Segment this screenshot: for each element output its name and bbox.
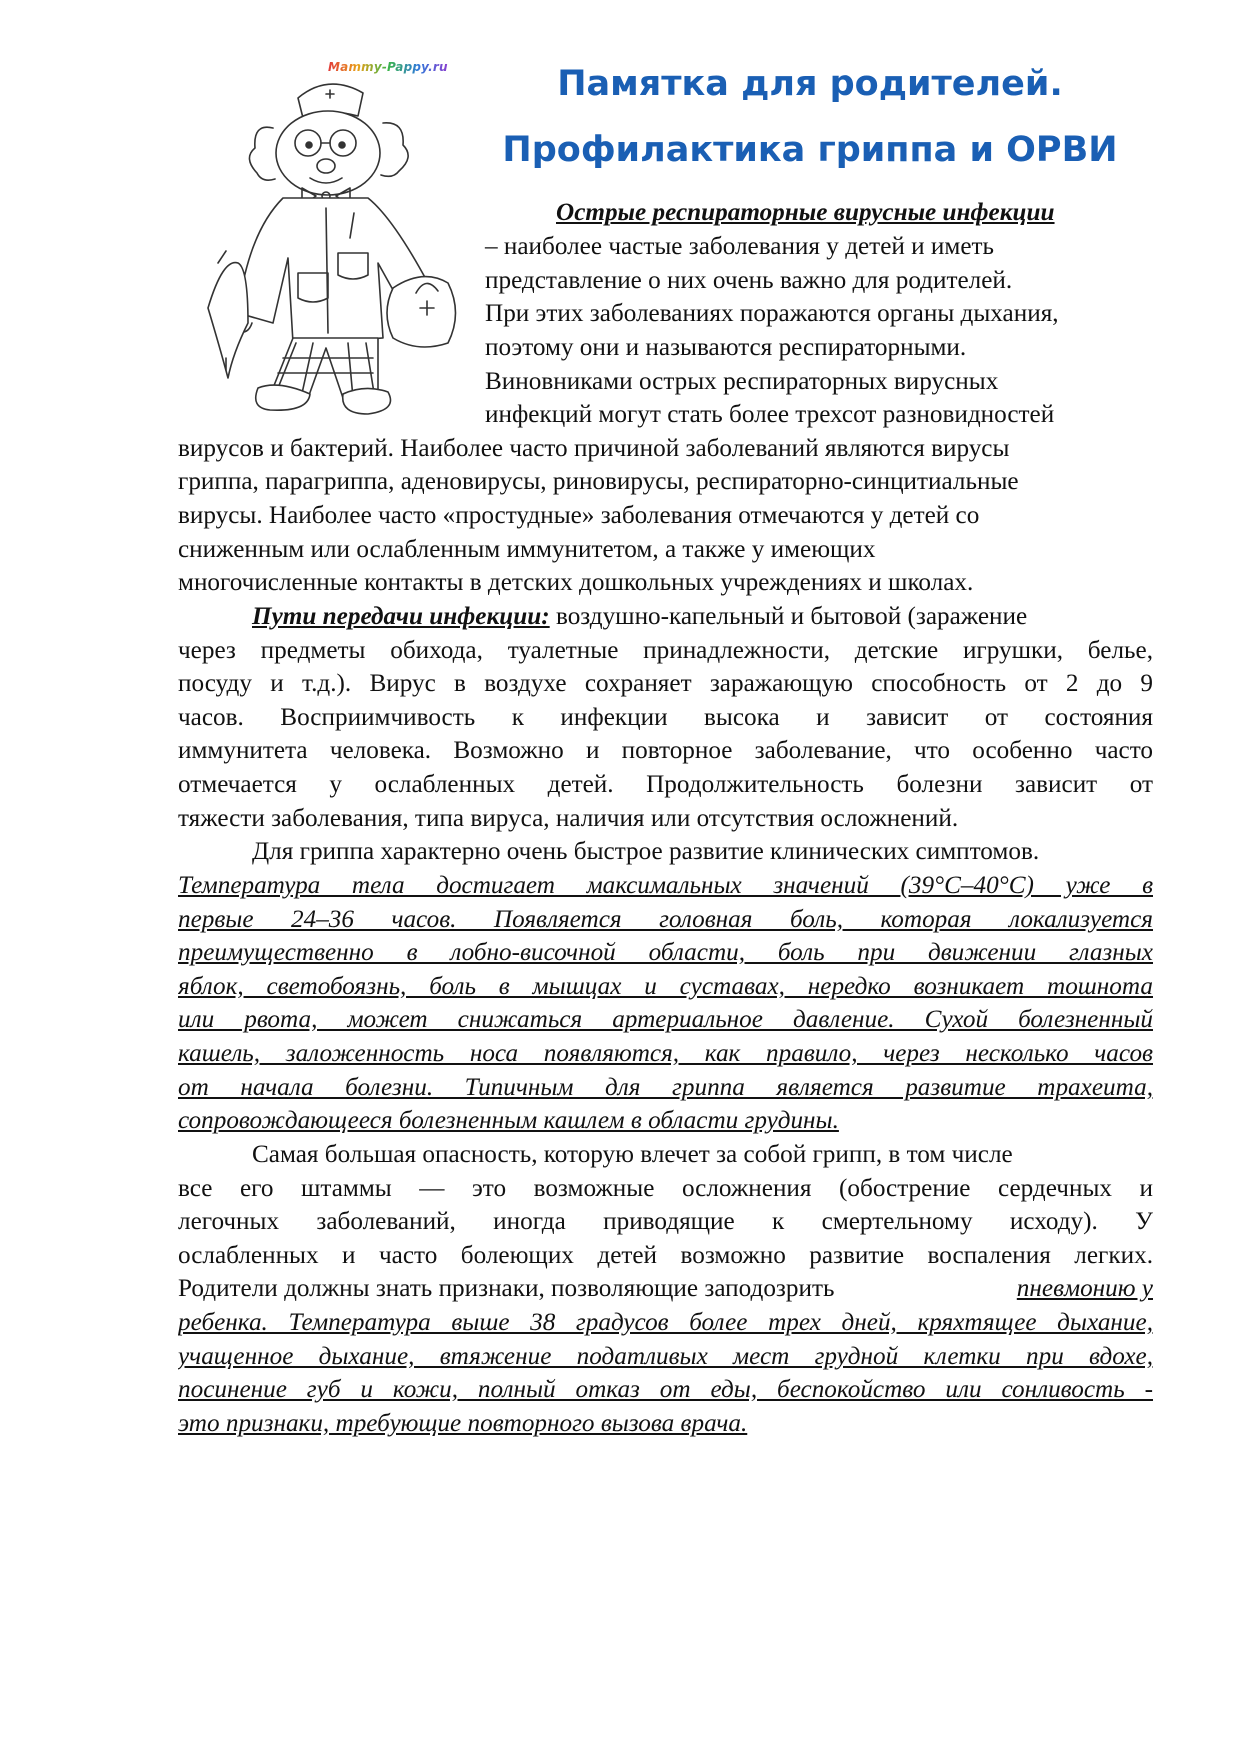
site-logo: Mammy-Pappy.ru <box>328 60 478 74</box>
p4-emph-line: учащенное дыхание, втяжение податливых мест грудной клетки при вдохе, <box>178 1343 1153 1370</box>
p3-emph-line: кашель, заложенность носа появляются, как правило, через несколько часов <box>178 1040 1153 1067</box>
p1-line: гриппа, парагриппа, аденовирусы, риновирусы, респираторно-синцитиальные <box>178 468 1019 495</box>
p2-line: иммунитета человека. Возможно и повторное заболевание, что особенно часто <box>178 737 1153 764</box>
p4-line: Самая большая опасность, которую влечет за собой грипп, в том числе <box>252 1141 1013 1168</box>
p2-first-rest: воздушно-капельный и бытовой (заражение <box>549 603 1028 630</box>
p2-line: часов. Восприимчивость к инфекции высока и зависит от состояния <box>178 704 1153 731</box>
p4-emph-line: посинение губ и кожи, полный отказ от еды, беспокойство или сонливость - <box>178 1376 1153 1403</box>
p2-line: отмечается у ослабленных детей. Продолжительность болезни зависит от <box>178 771 1153 798</box>
p1-line: сниженным или ослабленным иммунитетом, а также у имеющих <box>178 536 876 563</box>
p1-line: – наиболее частые заболевания у детей и иметь <box>485 233 995 260</box>
p4-line: легочных заболеваний, иногда приводящие к смертельному исходу). У <box>178 1208 1153 1235</box>
p3-emph-line: яблок, светобоязнь, боль в мышцах и суставах, нередко возникает тошнота <box>178 973 1153 1000</box>
doctor-drawing <box>178 58 473 418</box>
p1-line: поэтому они и называются респираторными. <box>485 334 967 361</box>
p1-line: Виновниками острых респираторных вирусных <box>485 368 999 395</box>
p3-emph-line: первые 24–36 часов. Появляется головная боль, которая локализуется <box>178 906 1153 933</box>
p2-line: через предметы обихода, туалетные принадлежности, детские игрушки, белье, <box>178 637 1153 664</box>
p2-first-line <box>252 600 1027 634</box>
p2-heading: Пути передачи инфекции: <box>252 603 550 630</box>
p4-emph-line: это признаки, требующие повторного вызова врача. <box>178 1410 748 1437</box>
doctor-illustration <box>178 58 473 418</box>
p2-line: посуду и т.д.). Вирус в воздухе сохраняет заражающую способность от 2 до 9 <box>178 670 1153 697</box>
p4-line5-emph: пневмонию у <box>1016 1275 1153 1302</box>
p2-line: тяжести заболевания, типа вируса, наличия или отсутствия осложнений. <box>178 805 959 832</box>
p1-line: вирусов и бактерий. Наиболее часто причиной заболеваний являются вирусы <box>178 435 1010 462</box>
title-line-2: Профилактика гриппа и ОРВИ <box>502 130 1118 170</box>
p1-line: инфекций могут стать более трехсот разновидностей <box>485 401 1055 428</box>
p3-emph-line: Температура тела достигает максимальных значений (39°C–40°C) уже в <box>178 872 1153 899</box>
title-line-1: Памятка для родителей. <box>557 64 1063 104</box>
p3-first-line: Для гриппа характерно очень быстрое развитие клинических симптомов. <box>252 838 1040 865</box>
p1-heading-text: Острые респираторные вирусные инфекции <box>556 199 1055 226</box>
p4-line: ослабленных и часто болеющих детей возможно развитие воспаления легких. <box>178 1242 1153 1269</box>
p4-line5 <box>178 1272 1153 1306</box>
p1-line: многочисленные контакты в детских дошкольных учреждениях и школах. <box>178 569 974 596</box>
p3-emph-line: или рвота, может снижаться артериальное давление. Сухой болезненный <box>178 1006 1153 1033</box>
p4-emph-line: ребенка. Температура выше 38 градусов более трех дней, кряхтящее дыхание, <box>178 1309 1153 1336</box>
p1-line: представление о них очень важно для родителей. <box>485 267 1013 294</box>
p1-line: вирусы. Наиболее часто «простудные» заболевания отмечаются у детей со <box>178 502 980 529</box>
p3-emph-line: преимущественно в лобно-височной области, боль при движении глазных <box>178 939 1153 966</box>
p4-line: все его штаммы — это возможные осложнения (обострение сердечных и <box>178 1175 1153 1202</box>
p1-line: При этих заболеваниях поражаются органы дыхания, <box>485 300 1059 327</box>
p3-emph-line: сопровождающееся болезненным кашлем в области грудины. <box>178 1107 839 1134</box>
p4-line5-plain: Родители должны знать признаки, позволяющие заподозрить <box>178 1275 835 1302</box>
p1-heading <box>556 196 1055 230</box>
p3-emph-line: от начала болезни. Типичным для гриппа является развитие трахеита, <box>178 1074 1153 1101</box>
